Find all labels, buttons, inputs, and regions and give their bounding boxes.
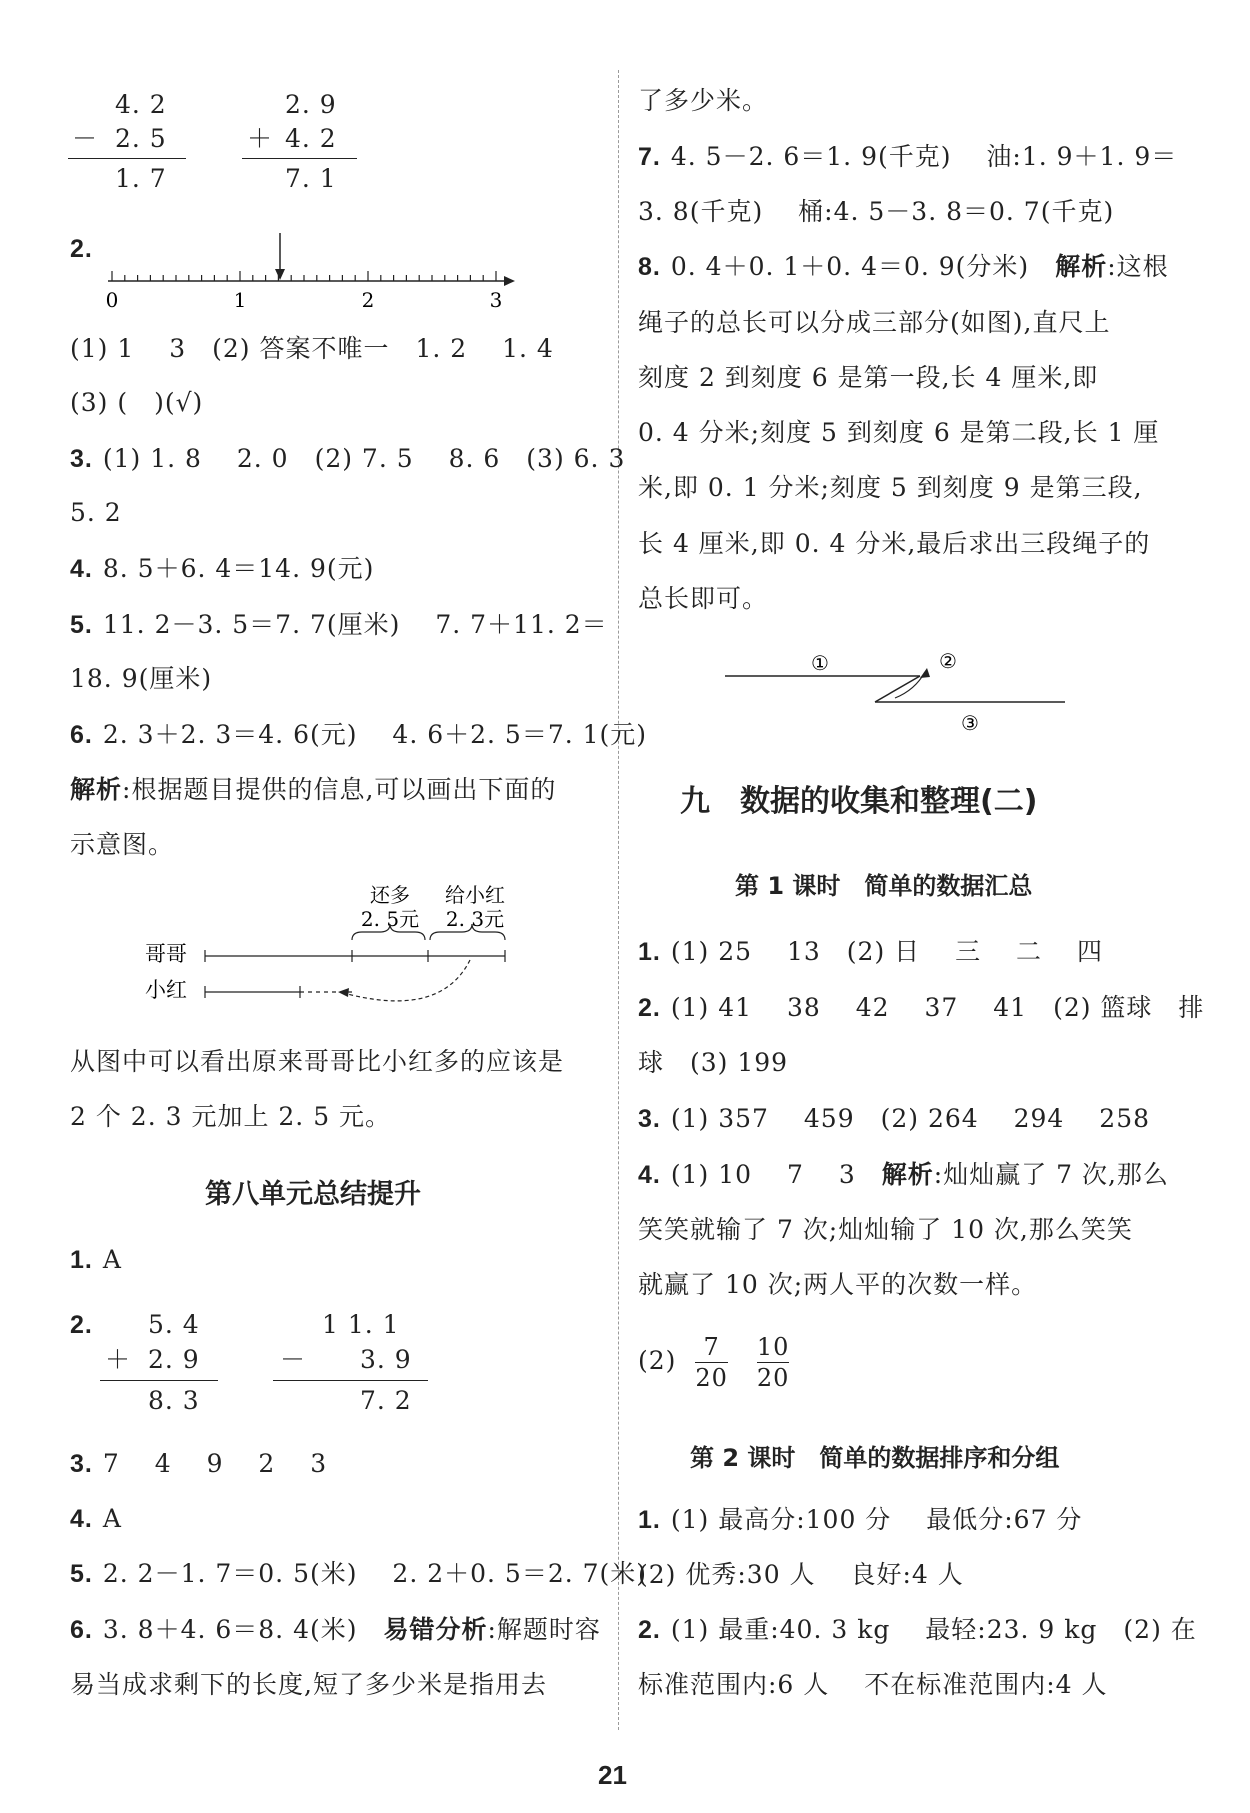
answer-line: 5. 2. 2－1. 7＝0. 5(米) 2. 2＋0. 5＝2. 7(米) [70, 1559, 648, 1588]
lesson-title: 第 1 课时 简单的数据汇总 [735, 872, 1033, 900]
calc-top: 4. 2 [115, 90, 167, 119]
answer-line: 7. 4. 5－2. 6＝1. 9(千克) 油:1. 9＋1. 9＝ [638, 142, 1178, 171]
answer-line: 从图中可以看出原来哥哥比小红多的应该是 [70, 1047, 565, 1076]
fraction: $\frac{7}{20}$ [695, 1333, 728, 1392]
answer-line: 4. (1) 10 7 3 解析:灿灿赢了 7 次,那么 [638, 1160, 1169, 1189]
answer-line: 1. A [70, 1245, 122, 1274]
rope-label: ① [811, 651, 829, 675]
unit-title: 九 数据的收集和整理(二) [680, 784, 1038, 819]
answer-line: 米,即 0. 1 分米;刻度 5 到刻度 9 是第三段, [638, 473, 1143, 502]
answer-line: 3. 7 4 9 2 3 [70, 1449, 328, 1478]
answer-line: 刻度 2 到刻度 6 是第一段,长 4 厘米,即 [638, 363, 1099, 392]
calc-top: 1 1. 1 [322, 1310, 400, 1339]
answer-line: 笑笑就输了 7 次;灿灿输了 10 次,那么笑笑 [638, 1215, 1133, 1244]
answer-line: 绳子的总长可以分成三部分(如图),直尺上 [638, 308, 1111, 337]
calc-rule [100, 1380, 218, 1381]
answer-line: 8. 0. 4＋0. 1＋0. 4＝0. 9(分米) 解析:这根 [638, 252, 1169, 281]
calc-operator: － [280, 1345, 307, 1374]
answer-line: 2. (1) 41 38 42 37 41 (2) 篮球 排 [638, 993, 1205, 1022]
page-number: 21 [598, 1760, 627, 1790]
answer-line: 球 (3) 199 [638, 1048, 789, 1077]
answer-line: 长 4 厘米,即 0. 4 分米,最后求出三段绳子的 [638, 529, 1151, 558]
calc-top: 2. 9 [285, 90, 337, 119]
number-line [100, 225, 520, 310]
money-diagram [140, 880, 540, 1030]
answer-line: 1. (1) 最高分:100 分 最低分:67 分 [638, 1505, 1083, 1534]
answer-line: 5. 2 [70, 498, 122, 527]
down-arrowhead [275, 269, 285, 280]
calc-rule [273, 1380, 428, 1381]
fraction: $\frac{10}{20}$ [756, 1333, 790, 1392]
section-title: 第八单元总结提升 [205, 1179, 421, 1210]
calc-bottom: 2. 5 [115, 124, 167, 153]
value-more: 2. 5元 [360, 907, 420, 931]
tick-label: 0 [105, 288, 119, 310]
question-number: 2. [70, 1311, 93, 1339]
question-number: 2. [70, 235, 93, 263]
answer-line: 3. (1) 1. 8 2. 0 (2) 7. 5 8. 6 (3) 6. 3 [70, 444, 626, 473]
answer-line: 就赢了 10 次;两人平的次数一样。 [638, 1270, 1038, 1299]
lesson-title: 第 2 课时 简单的数据排序和分组 [690, 1444, 1060, 1472]
tick-label: 1 [233, 288, 247, 310]
calc-operator: ＋ [247, 124, 274, 153]
calc-result: 7. 1 [285, 164, 337, 193]
answer-line: 2 个 2. 3 元加上 2. 5 元。 [70, 1102, 392, 1131]
calc-operator: ＋ [105, 1345, 132, 1374]
answer-line: 4. A [70, 1504, 122, 1533]
answer-line: 6. 2. 3＋2. 3＝4. 6(元) 4. 6＋2. 5＝7. 1(元) [70, 720, 648, 749]
answer-line: 6. 3. 8＋4. 6＝8. 4(米) 易错分析:解题时容 [70, 1615, 601, 1644]
rope-label: ③ [961, 711, 979, 735]
answer-line: 5. 11. 2－3. 5＝7. 7(厘米) 7. 7＋11. 2＝ [70, 610, 608, 639]
answer-line: 1. (1) 25 13 (2) 日 三 二 四 [638, 937, 1103, 966]
answer-line: 示意图。 [70, 830, 175, 859]
calc-bottom: 2. 9 [148, 1345, 200, 1374]
answer-line: 2. (1) 最重:40. 3 kg 最轻:23. 9 kg (2) 在 [638, 1615, 1197, 1644]
answer-line: (2) $\frac{7}{20}$ $\frac{10}{20}$ [638, 1333, 790, 1392]
answer-line: 3. 8(千克) 桶:4. 5－3. 8＝0. 7(千克) [638, 197, 1115, 226]
calc-result: 7. 2 [360, 1386, 412, 1415]
rope-diagram [720, 640, 1070, 735]
calc-rule [242, 158, 357, 159]
answer-line: 4. 8. 5＋6. 4＝14. 9(元) [70, 554, 375, 583]
label-give: 给小红 [445, 883, 505, 907]
calc-top: 5. 4 [148, 1310, 200, 1339]
calc-rule [68, 158, 186, 159]
calc-bottom: 3. 9 [360, 1345, 412, 1374]
answer-line: 18. 9(厘米) [70, 664, 213, 693]
answer-line: (1) 1 3 (2) 答案不唯一 1. 2 1. 4 [70, 334, 554, 363]
value-give: 2. 3元 [445, 907, 505, 931]
calc-operator: － [72, 124, 99, 153]
calc-result: 8. 3 [148, 1386, 200, 1415]
answer-line: 0. 4 分米;刻度 5 到刻度 6 是第二段,长 1 厘 [638, 418, 1160, 447]
answer-line: (2) 优秀:30 人 良好:4 人 [638, 1560, 964, 1589]
answer-line: 总长即可。 [638, 584, 769, 613]
calc-result: 1. 7 [115, 164, 167, 193]
column-divider [618, 70, 619, 1730]
calc-bottom: 4. 2 [285, 124, 337, 153]
answer-line: 3. (1) 357 459 (2) 264 294 258 [638, 1104, 1151, 1133]
rope-label: ② [939, 649, 957, 673]
answer-line: 标准范围内:6 人 不在标准范围内:4 人 [638, 1670, 1108, 1699]
rope-segment-2 [875, 676, 920, 702]
tick-label: 3 [489, 288, 503, 310]
answer-line: 了多少米。 [638, 86, 769, 115]
answer-line: 易当成求剩下的长度,短了多少米是指用去 [70, 1670, 547, 1699]
label-brother: 哥哥 [145, 942, 187, 966]
label-sister: 小红 [145, 978, 187, 1002]
answer-line: 解析:根据题目提供的信息,可以画出下面的 [70, 775, 557, 804]
answer-line: (3) ( )(√) [70, 388, 204, 417]
label-more: 还多 [370, 883, 410, 907]
transfer-arrow [340, 960, 470, 1001]
tick-label: 2 [361, 288, 375, 310]
